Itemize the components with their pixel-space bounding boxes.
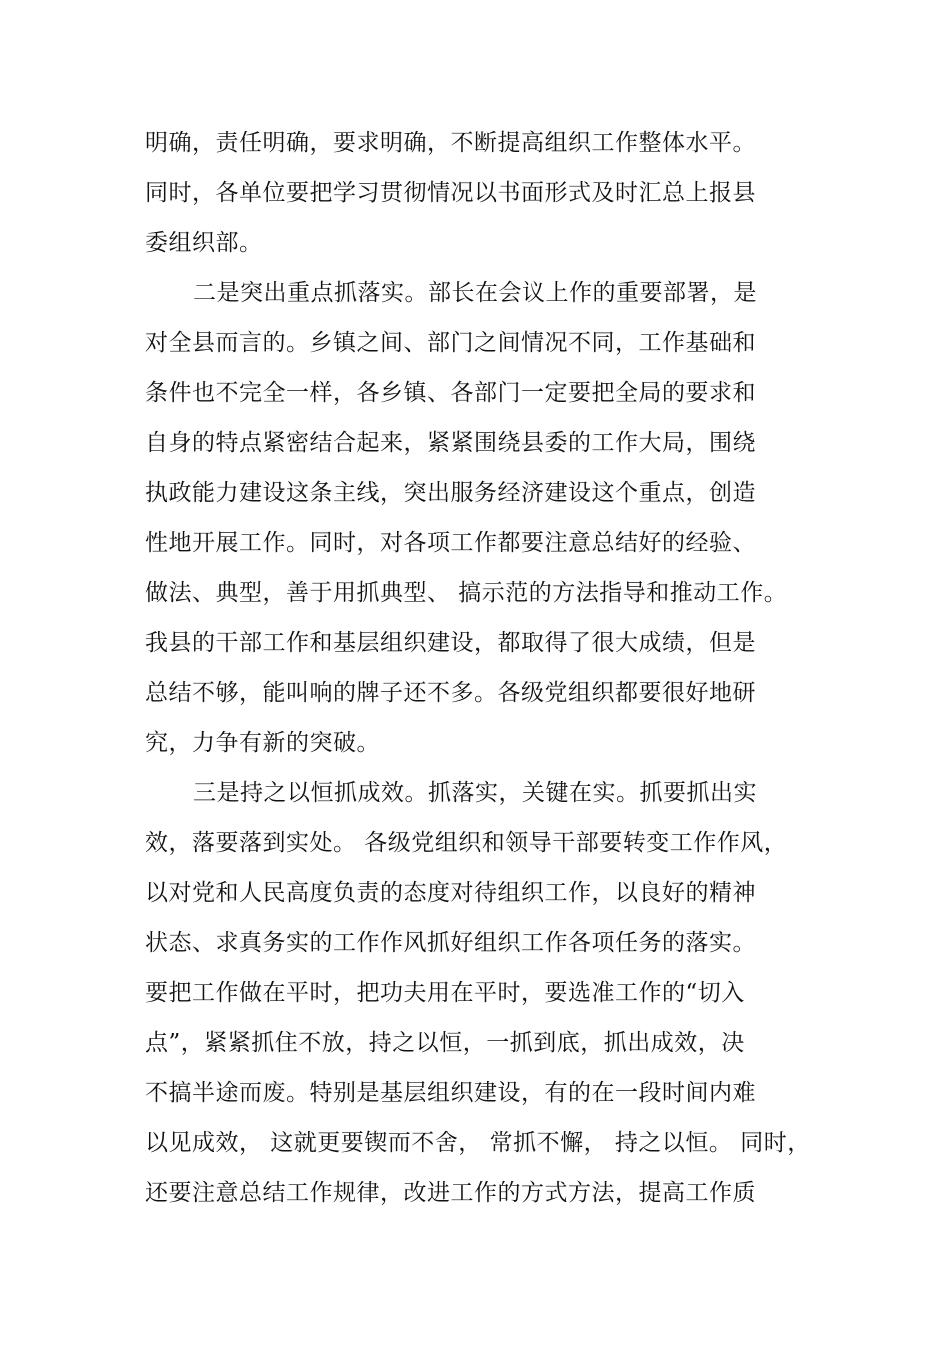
paragraph-3-line-6: 点”，紧紧抓住不放，持之以恒，一抓到底，抓出成效，决	[145, 1030, 745, 1056]
paragraph-2-line-2: 对全县而言的。乡镇之间、部门之间情况不同，工作基础和	[145, 330, 756, 356]
paragraph-2-line-8: 我县的干部工作和基层组织建设，都取得了很大成绩，但是	[145, 630, 756, 656]
paragraph-3-line-7: 不搞半途而废。特别是基层组织建设，有的在一段时间内难	[145, 1080, 756, 1106]
body-text	[145, 118, 811, 1218]
paragraph-2-line-9: 总结不够，能叫响的牌子还不多。各级党组织都要很好地研	[145, 680, 756, 706]
paragraph-1-line-3: 委组织部。	[145, 230, 263, 256]
paragraph-3-line-3: 以对党和人民高度负责的态度对待组织工作，以良好的精神	[145, 880, 756, 906]
paragraph-2-line-6: 性地开展工作。同时，对各项工作都要注意总结好的经验、	[145, 530, 756, 556]
paragraph-2-line-3: 条件也不完全一样，各乡镇、各部门一定要把全局的要求和	[145, 380, 756, 406]
paragraph-2-line-1: 二是突出重点抓落实。部长在会议上作的重要部署，是	[193, 280, 757, 306]
paragraph-3-line-8: 以见成效， 这就更要锲而不舍， 常抓不懈， 持之以恒。 同时，	[145, 1130, 811, 1156]
paragraph-2-line-10: 究，力争有新的突破。	[145, 730, 380, 756]
paragraph-3-line-2: 效，落要落到实处。 各级党组织和领导干部要转变工作作风，	[145, 830, 788, 856]
paragraph-1-line-2: 同时，各单位要把学习贯彻情况以书面形式及时汇总上报县	[145, 180, 756, 206]
paragraph-2-line-5: 执政能力建设这条主线，突出服务经济建设这个重点，创造	[145, 480, 756, 506]
paragraph-1-line-1: 明确，责任明确，要求明确，不断提高组织工作整体水平。	[145, 130, 756, 156]
paragraph-2-line-4: 自身的特点紧密结合起来，紧紧围绕县委的工作大局，围绕	[145, 430, 756, 456]
paragraph-3-line-9: 还要注意总结工作规律，改进工作的方式方法，提高工作质	[145, 1180, 756, 1206]
paragraph-3-line-4: 状态、求真务实的工作作风抓好组织工作各项任务的落实。	[145, 930, 756, 956]
paragraph-3-line-1: 三是持之以恒抓成效。抓落实，关键在实。抓要抓出实	[193, 780, 757, 806]
paragraph-2-line-7: 做法、典型，善于用抓典型、 搞示范的方法指导和推动工作。	[145, 580, 788, 606]
paragraph-3-line-5: 要把工作做在平时，把功夫用在平时，要选准工作的“切入	[145, 980, 745, 1006]
